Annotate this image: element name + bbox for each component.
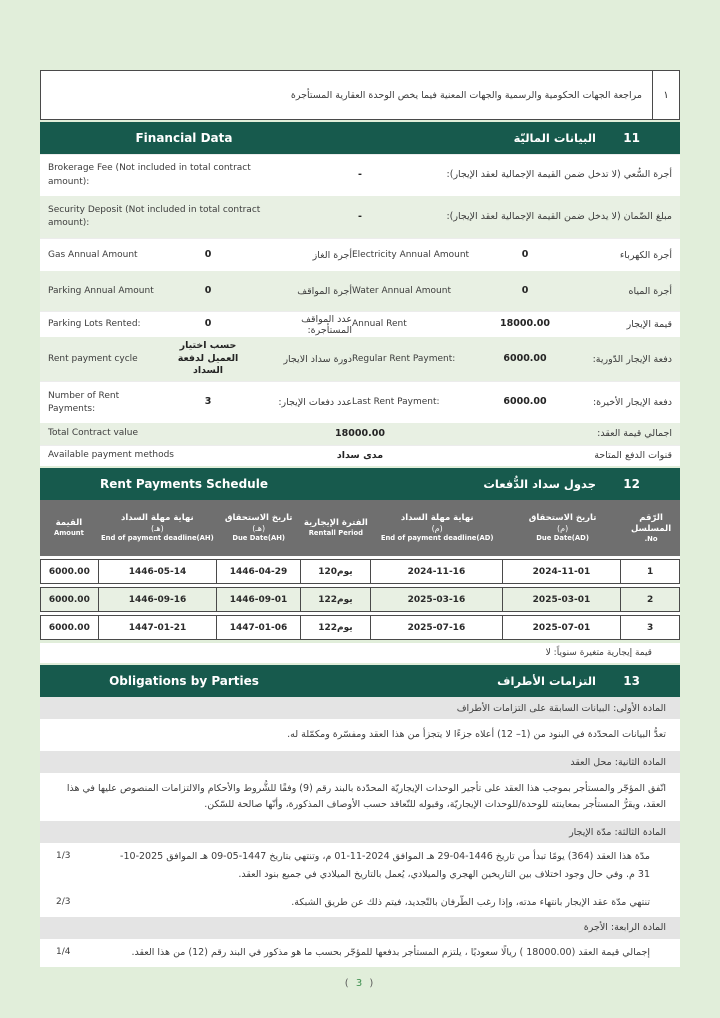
cell-end-deadline-ah: 1446-05-14 <box>99 560 218 583</box>
col-header-due-date-ad <box>503 504 622 552</box>
label-en: Security Deposit (Not included in total contract amount): <box>48 204 261 228</box>
item-number: 1/3 <box>56 851 71 862</box>
clause-heading-text: المادة الأولى: البيانات السابقة على التزامات الأطراف <box>456 702 666 714</box>
label-ar: قيمة الإيجار <box>626 319 672 330</box>
clause-heading-text: المادة الثالثة: مدّة الإيجار <box>569 826 666 838</box>
col-header-ar: نهاية مهلة السداد <box>121 513 194 524</box>
col-header-calendar: (م) <box>557 524 569 534</box>
value: 0 <box>204 284 212 296</box>
value: 0 <box>204 248 212 260</box>
page-number-suffix: ) <box>369 978 376 989</box>
row-cycle-regularpayment <box>40 337 680 381</box>
value: 0 <box>521 284 529 296</box>
col-header-ar: المسلسل <box>630 523 672 534</box>
page-number <box>0 978 720 989</box>
section-title-en: Financial Data <box>135 131 233 145</box>
cell-end-deadline-ah: 1447-01-21 <box>99 616 218 639</box>
cell-serial-no: 2 <box>647 594 654 605</box>
clause-heading-text: المادة الرابعة: الأجرة <box>583 922 666 934</box>
col-header-calendar: (هـ) <box>150 524 164 534</box>
col-header-en: Amount <box>53 529 84 538</box>
variable-rent-note-text: قيمة إيجارية متغيرة سنوياً: لا <box>545 648 652 658</box>
value: 6000.00 <box>503 352 547 364</box>
label-ar: عدد دفعات الإيجار: <box>278 397 352 408</box>
label-ar: أجرة المواقف <box>297 285 352 297</box>
col-header-en: Due Date(AH) <box>232 534 286 543</box>
label-ar: مبلغ الضّمان (لا يدخل ضمن القيمة الإجمالية لعقد الإيجار): <box>446 210 672 222</box>
label-en: Rent payment cycle <box>48 353 138 364</box>
col-header-en: .No <box>644 534 658 543</box>
col-header-end-deadline-ah <box>98 504 217 552</box>
col-header-rental-period <box>301 504 372 552</box>
label-ar: اجمالي قيمة العقد: <box>597 427 672 439</box>
value: - <box>358 210 362 222</box>
cell-due-date-ah: 1446-04-29 <box>217 560 300 583</box>
clause-heading-text: المادة الثانية: محل العقد <box>570 756 666 768</box>
col-header-calendar: (هـ) <box>252 524 266 534</box>
col-header-en: End of payment deadline(AD) <box>380 534 494 543</box>
clause-heading-article2 <box>40 751 680 773</box>
item-text: مدّة هذا العقد (364) يومًا تبدأ من تاريخ 1446-04-29 هـ الموافق 2024-11-01 م، وتنتهي بتاريخ 1447-05-09 هـ الموافق 2025-10-31 م. وفي حال وجود اختلاف بين التاريخين الهجري والميلادي، يُعمل بالتاريخ الميلادي في جميع بنود العقد. <box>120 851 650 880</box>
page-number-prefix: ( <box>344 978 351 989</box>
col-header-en: Rentall Period <box>308 529 364 538</box>
value: 18000.00 <box>335 427 385 439</box>
col-header-ar: تاريخ الاستحقاق <box>224 513 293 524</box>
schedule-row <box>40 587 680 612</box>
continuation-row <box>40 70 680 120</box>
label-ar: دورة سداد الايجار <box>283 353 352 365</box>
row-brokerage-fee <box>40 154 680 196</box>
value: 6000.00 <box>503 396 547 408</box>
section-header-financial <box>40 122 680 154</box>
cell-due-date-ad: 2024-11-01 <box>503 560 622 583</box>
cell-amount: 6000.00 <box>41 616 99 639</box>
cell-rental-period: 122يوم <box>301 588 372 611</box>
row-numpayments-lastpayment <box>40 381 680 423</box>
label-en: Gas Annual Amount <box>48 249 138 260</box>
section-title-ar: جدول سداد الدُّفعات <box>483 477 596 491</box>
label-en: Water Annual Amount <box>352 285 451 296</box>
clause-paragraph: تعدُّ البيانات المحدّدة في البنود من (1– 12) أعلاه جزءًا لا يتجزأ من هذا العقد ومفسّرة ومكمّلة له. <box>287 729 666 740</box>
cell-end-deadline-ah: 1446-09-16 <box>99 588 218 611</box>
label-en: Number of Rent Payments: <box>48 390 120 414</box>
continuation-text: مراجعة الجهات الحكومية والرسمية والجهات المعنية فيما يخص الوحدة العقارية المستأجرة <box>290 89 642 101</box>
label-ar: أجرة المياه <box>628 285 672 297</box>
cell-amount: 6000.00 <box>41 588 99 611</box>
value: 3 <box>204 396 212 408</box>
variable-rent-note <box>40 643 680 663</box>
cell-serial-no: 3 <box>647 622 654 633</box>
clause-heading-article4 <box>40 917 680 939</box>
section-title-ar: التزامات الأطراف <box>497 674 596 688</box>
clause-item <box>40 889 680 917</box>
col-header-due-date-ah <box>217 504 301 552</box>
value: مدى سداد <box>336 449 384 461</box>
label-en: Annual Rent <box>352 319 407 330</box>
label-ar: أجرة الكهرباء <box>619 249 672 261</box>
cell-end-deadline-ad: 2025-03-16 <box>371 588 502 611</box>
label-ar: دفعة الإيجار الدّورية: <box>592 353 672 365</box>
label-ar: دفعة الإيجار الأخيرة: <box>592 397 672 408</box>
row-gas-electricity <box>40 238 680 271</box>
label-en: Available payment methods <box>48 450 174 461</box>
payments-schedule-table <box>40 500 680 640</box>
financial-table <box>40 154 680 466</box>
schedule-row <box>40 559 680 584</box>
col-header-end-deadline-ad <box>371 504 503 552</box>
col-header-amount <box>40 504 98 552</box>
clause-heading-article3 <box>40 821 680 843</box>
label-en: Brokerage Fee (Not included in total contract amount): <box>48 163 251 187</box>
label-en: Regular Rent Payment: <box>352 353 456 364</box>
cell-rental-period: 122يوم <box>301 616 372 639</box>
cell-due-date-ad: 2025-07-01 <box>503 616 622 639</box>
clause-heading-article1 <box>40 697 680 719</box>
cell-end-deadline-ad: 2025-07-16 <box>371 616 502 639</box>
section-number: 12 <box>623 477 640 491</box>
section-number: 13 <box>623 674 640 688</box>
row-parking-water <box>40 271 680 311</box>
label-ar: أجرة السُّعي (لا تدخل ضمن القيمة الإجمالية لعقد الإيجار): <box>446 169 672 181</box>
col-header-ar: الرّقم <box>639 512 663 523</box>
col-header-calendar: (م) <box>431 524 443 534</box>
continuation-item-marker: ١ <box>652 71 679 119</box>
label-ar: عدد المواقف المستأجرة: <box>301 313 352 336</box>
cell-due-date-ad: 2025-03-01 <box>503 588 622 611</box>
section-title-en: Rent Payments Schedule <box>100 477 268 491</box>
row-total-contract-value <box>40 423 680 445</box>
label-ar: قنوات الدفع المتاحة <box>594 449 672 461</box>
cell-due-date-ah: 1447-01-06 <box>217 616 300 639</box>
schedule-header-row <box>40 500 680 556</box>
col-header-ar: القيمة <box>55 518 83 529</box>
col-header-en: Due Date(AD) <box>536 534 589 543</box>
cell-end-deadline-ad: 2024-11-16 <box>371 560 502 583</box>
clause-item <box>40 939 680 967</box>
label-en: Parking Lots Rented: <box>48 319 141 330</box>
clause-paragraph: اتّفق المؤجّر والمستأجر بموجب هذا العقد على تأجير الوحدات الإيجاريّة المحدّدة بالبند رقم (9) وفقًا للشُّروط والأحكام والالتزامات المنصوص عليها في هذا العقد، ويقرُّ المستأجر بمعاينته للوحدة/للوحدات الإيجاريّة، وقبوله للتّعاقد حسب الأوصاف المذكورة، وأنّها صالحة للسّكن. <box>66 783 666 811</box>
value: 0 <box>521 248 529 260</box>
col-header-ar: نهاية مهلة السداد <box>400 513 474 524</box>
cell-due-date-ah: 1446-09-01 <box>217 588 300 611</box>
label-en: Parking Annual Amount <box>48 285 154 296</box>
clause-item <box>40 843 680 888</box>
document-body <box>40 70 680 967</box>
value: - <box>358 169 362 181</box>
section-title-en: Obligations by Parties <box>109 674 259 688</box>
row-security-deposit <box>40 196 680 238</box>
cell-amount: 6000.00 <box>41 560 99 583</box>
label-en: Electricity Annual Amount <box>352 249 470 260</box>
col-header-en: End of payment deadline(AH) <box>101 534 214 543</box>
page-number-value: 3 <box>355 978 365 989</box>
item-number: 1/4 <box>56 946 71 957</box>
item-number: 2/3 <box>56 896 71 907</box>
label-ar: أجرة الغاز <box>312 249 352 261</box>
obligations-clauses <box>40 697 680 967</box>
cell-rental-period: 120يوم <box>301 560 372 583</box>
col-header-ar: تاريخ الاستحقاق <box>528 513 597 524</box>
row-parkinglots-annualrent <box>40 311 680 337</box>
col-header-ar: الفترة الإيجارية <box>303 518 368 529</box>
schedule-row <box>40 615 680 640</box>
item-text: تنتهي مدّة عقد الإيجار بانتهاء مدته، وإذا رغب الطّرفان بالتّجديد، فيتم ذلك عن طريق الشبكة. <box>291 896 650 908</box>
value: 18000.00 <box>500 318 550 330</box>
item-text: إجمالي قيمة العقد (18000.00 ) ريالًا سعوديًا ، يلتزم المستأجر بدفعها للمؤجّر بحسب ما هو مذكور في البند رقم (12) من هذا العقد. <box>131 946 650 958</box>
section-number: 11 <box>623 131 640 145</box>
label-en: Total Contract value <box>48 428 139 439</box>
value: 0 <box>204 318 212 330</box>
section-title-ar: البيانات الماليّة <box>513 131 596 145</box>
label-en: Last Rent Payment: <box>352 397 440 408</box>
col-header-serial-no <box>622 504 680 552</box>
value: حسب اختيار العميل لدفعة السداد <box>177 339 239 377</box>
section-header-schedule <box>40 468 680 500</box>
row-payment-methods <box>40 445 680 466</box>
cell-serial-no: 1 <box>647 566 654 577</box>
section-header-obligations <box>40 665 680 697</box>
